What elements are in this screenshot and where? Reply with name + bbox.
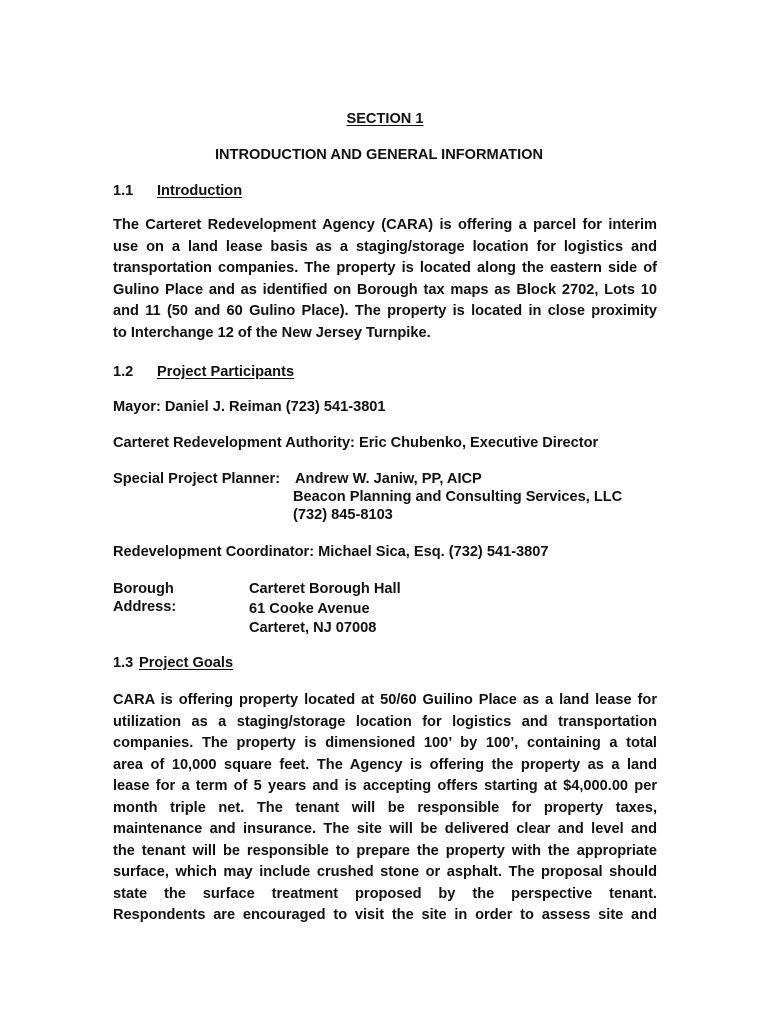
planner-firm: Beacon Planning and Consulting Services, LLC [293,489,623,505]
section-1-1-number: 1.1 [113,183,134,199]
paragraph-line: surface, which may include crushed stone or asphalt. The proposal should [113,864,657,880]
section-label: SECTION 1 [346,111,424,127]
section-1-3-heading: Project Goals [139,655,234,671]
section-1-2-number: 1.2 [113,364,134,380]
section-1-2-heading: Project Participants [157,364,295,380]
paragraph-line: transportation companies. The property is located along the eastern side of [113,260,657,276]
address-line-1: Carteret Borough Hall [249,581,401,597]
paragraph-line: and 11 (50 and 60 Gulino Place). The property is located in close proximity [113,303,657,319]
address-label: Address: [113,599,177,615]
section-1-1-heading: Introduction [157,183,243,199]
coordinator-line: Redevelopment Coordinator: Michael Sica, Esq. (732) 541-3807 [113,544,549,560]
planner-label: Special Project Planner: [113,471,281,487]
paragraph-line: area of 10,000 square feet. The Agency is offering the property as a land [113,756,657,773]
paragraph-line: state the surface treatment proposed by the perspective tenant. [113,885,657,902]
paragraph-line: use on a land lease basis as a staging/storage location for logistics and [113,238,657,255]
section-title: INTRODUCTION AND GENERAL INFORMATION [214,147,544,163]
paragraph-line: month triple net. The tenant will be responsible for property taxes, [113,799,657,816]
paragraph-line: CARA is offering property located at 50/60 Guilino Place as a land lease for [113,692,657,708]
planner-name: Andrew W. Janiw, PP, AICP [295,471,482,487]
paragraph-line: Gulino Place and as identified on Borough tax maps as Block 2702, Lots 10 [113,281,657,298]
paragraph-line: lease for a term of 5 years and is accepting offers starting at $4,000.00 per [113,778,657,794]
paragraph-line: Respondents are encouraged to visit the site in order to assess site and [113,907,657,923]
introduction-paragraph [113,215,657,344]
mayor-line: Mayor: Daniel J. Reiman (723) 541-3801 [113,399,386,415]
section-1-3-number: 1.3 [113,655,134,671]
address-line-2: 61 Cooke Avenue [249,601,370,617]
paragraph-line: maintenance and insurance. The site will be delivered clear and level and [113,821,657,837]
paragraph-line: utilization as a staging/storage location for logistics and transportation [113,713,657,730]
paragraph-line: The Carteret Redevelopment Agency (CARA) is offering a parcel for interim [113,217,657,233]
paragraph-line: to Interchange 12 of the New Jersey Turnpike. [113,324,431,341]
address-line-3: Carteret, NJ 07008 [249,620,377,636]
project-goals-paragraph [113,690,657,927]
paragraph-line: the tenant will be responsible to prepare the property with the appropriate [113,842,657,859]
paragraph-line: companies. The property is dimensioned 100’ by 100’, containing a total [113,735,657,751]
borough-label: Borough [113,581,174,597]
planner-phone: (732) 845-8103 [293,507,393,523]
authority-line: Carteret Redevelopment Authority: Eric Chubenko, Executive Director [113,435,599,451]
